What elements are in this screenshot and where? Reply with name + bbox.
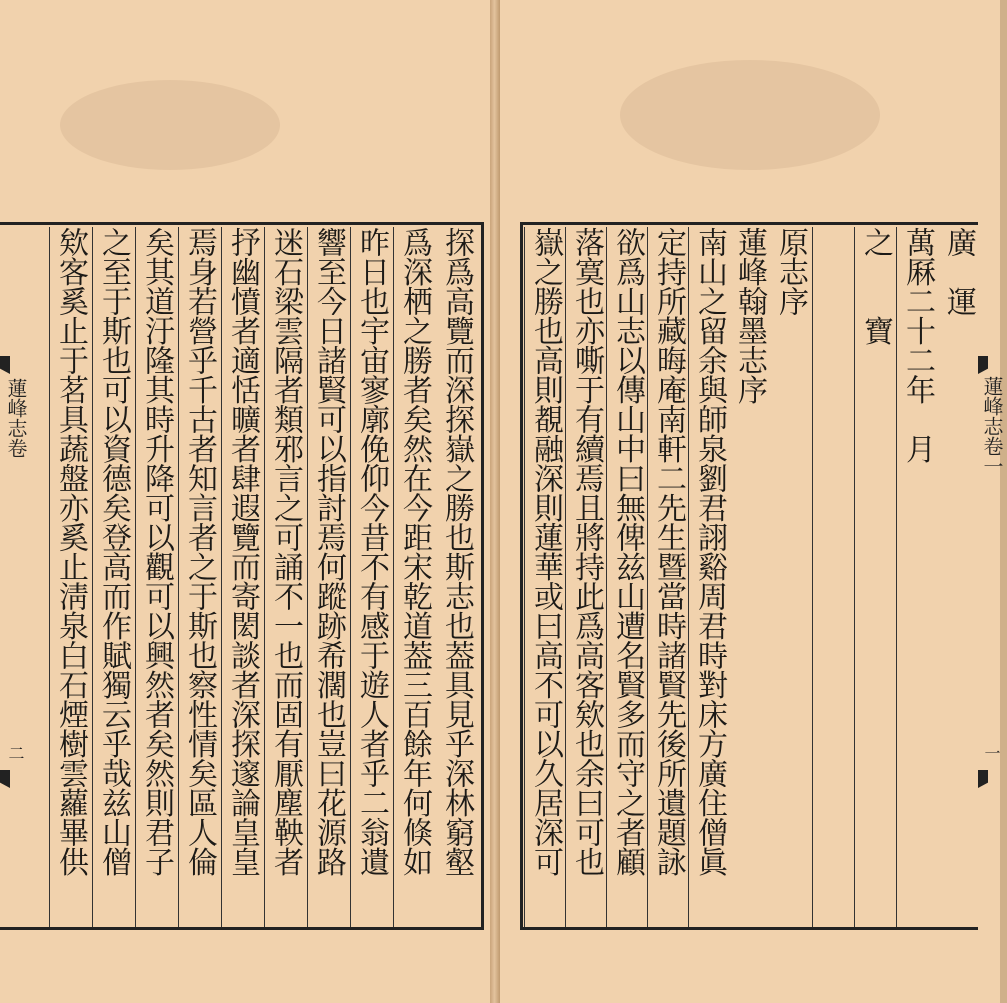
text-column: 昨日也宇宙寥廓俛仰今昔不有感于遊人者乎二翁遺 xyxy=(350,227,391,927)
text-column: 南山之留余與師泉劉君詡谿周君時對床方廣住僧眞 xyxy=(688,227,729,927)
page-edge-title: 蓮峰志卷 xyxy=(4,378,28,458)
text-column: 落寞也亦嘶于有續焉且將持此爲高客欸也余曰可也 xyxy=(565,227,606,927)
text-column: 欲爲山志以傳山中曰無俾兹山遭名賢多而守之者顧 xyxy=(606,227,647,927)
right-page xyxy=(500,0,1004,1003)
text-column: 迷石梁雲隔者類邪言之可誦不一也而固有厭塵鞅者 xyxy=(264,227,305,927)
text-column xyxy=(812,227,853,927)
text-column: 蓮峰翰墨志序 xyxy=(732,227,767,404)
text-column: 矣其道汙隆其時升降可以觀可以興然者矣然則君子 xyxy=(135,227,176,927)
left-page xyxy=(0,0,490,1003)
text-column: 響至今日諸賢可以指討焉何蹤跡希濶也豈曰花源路 xyxy=(307,227,348,927)
text-column: 抒幽憤者適恬曠者肆遐覽而寄閎談者深探邃論皇皇 xyxy=(221,227,262,927)
text-column: 爲深栖之勝者矣然在今距宋乾道葢三百餘年何倏如 xyxy=(393,227,434,927)
right-text-frame xyxy=(520,222,978,930)
page-edge-title: 蓮峰志卷一 xyxy=(980,376,1004,476)
paper-stain xyxy=(60,80,280,170)
text-column: 原志序 xyxy=(773,227,808,316)
left-text-frame xyxy=(0,222,484,930)
text-column: 欸客奚止于茗具蔬盤亦奚止淸泉白石煙樹雲蘿畢供 xyxy=(49,227,90,927)
paper-stain xyxy=(620,60,880,170)
text-column: 定持所藏晦庵南軒二先生暨當時諸賢先後所遺題詠 xyxy=(647,227,688,927)
text-column: 焉身若營乎千古者知言者之于斯也察性情矣區人倫 xyxy=(178,227,219,927)
page-number: 二 xyxy=(6,745,25,761)
page-number: 一 xyxy=(982,745,1001,761)
book-gutter xyxy=(490,0,500,1003)
text-column: 萬厤二十二年 月 xyxy=(896,227,937,927)
fishtail-mark xyxy=(978,770,988,788)
text-column: 嶽之勝也高則覩融深則蓮華或曰高不可以久居深可 xyxy=(524,227,565,927)
text-column: 廣 運 xyxy=(941,227,976,316)
text-column: 之 寶 xyxy=(854,227,895,927)
text-column: 之至于斯也可以資德矣登高而作賦獨云乎哉兹山僧 xyxy=(92,227,133,927)
fishtail-mark xyxy=(978,356,988,374)
text-column: 探爲高覽而深探嶽之勝也斯志也葢具見乎深林窮壑 xyxy=(439,227,474,876)
